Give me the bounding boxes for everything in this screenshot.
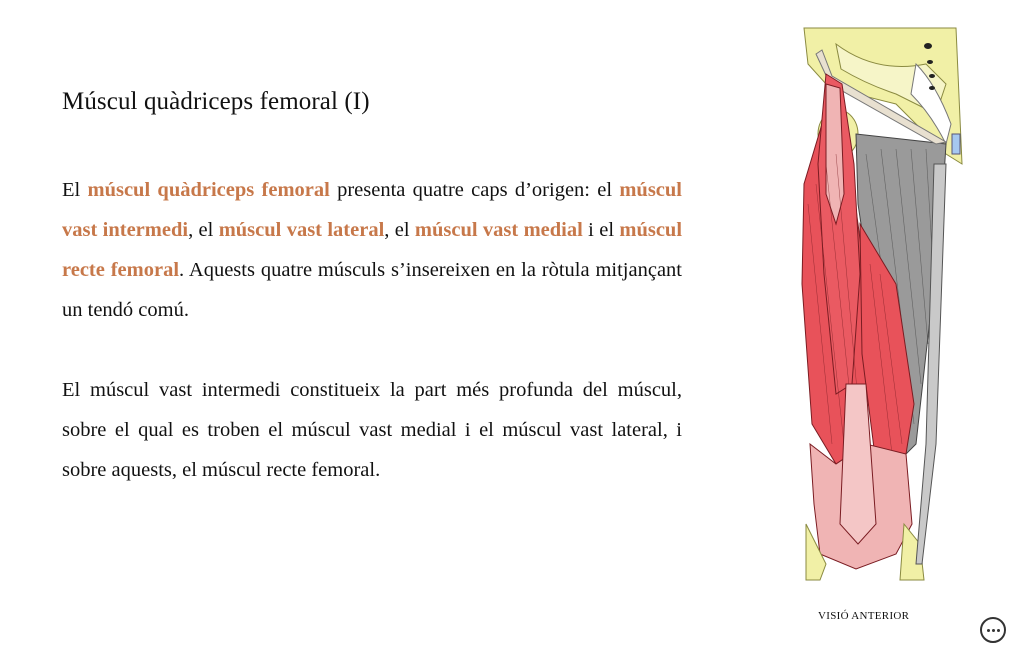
figure-caption: VISIÓ ANTERIOR <box>818 610 910 622</box>
more-options-icon[interactable] <box>980 617 1006 643</box>
body-text <box>62 170 682 490</box>
paragraph-1: El múscul quàdriceps femoral presenta quatre caps d’origen: el múscul vast intermedi, el múscul vast lateral, el múscul vast medial i el múscul recte femoral. Aquests quatre músculs s’insereixen en la ròtula mitjançant un tendó comú. <box>62 179 683 321</box>
term-recte-femoral: múscul recte femoral <box>62 219 683 281</box>
quadriceps-illustration <box>796 24 966 584</box>
term-vast-lateral: múscul vast lateral <box>218 219 385 241</box>
term-vast-intermedi: múscul vast intermedi <box>62 179 682 241</box>
term-vast-medial: múscul vast medial <box>414 219 583 241</box>
paragraph-2: El múscul vast intermedi constitueix la part més profunda del múscul, sobre el qual es troben el múscul vast medial i el múscul vast lateral, i sobre aquests, el múscul recte femoral. <box>62 379 682 481</box>
term-quadriceps-femoral: múscul quàdriceps femoral <box>87 179 330 201</box>
page-title: Múscul quàdriceps femoral (I) <box>62 88 370 115</box>
